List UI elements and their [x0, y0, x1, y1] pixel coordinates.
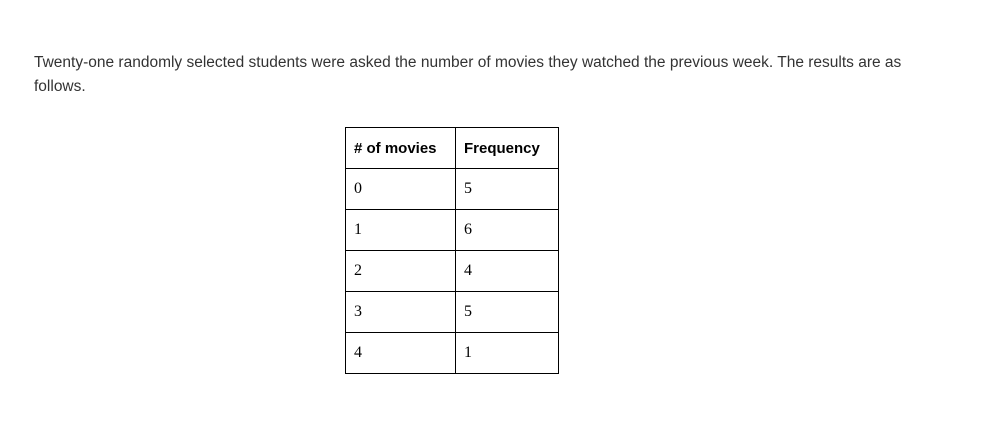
- cell-frequency: 1: [456, 333, 559, 374]
- cell-frequency: 5: [456, 292, 559, 333]
- table-row: [346, 333, 559, 374]
- table-row: [346, 251, 559, 292]
- table-header-row: [346, 128, 559, 169]
- cell-movies: 3: [346, 292, 456, 333]
- table-row: [346, 169, 559, 210]
- header-movies: # of movies: [346, 128, 456, 169]
- cell-movies: 1: [346, 210, 456, 251]
- header-frequency: Frequency: [456, 128, 559, 169]
- intro-paragraph: Twenty-one randomly selected students were asked the number of movies they watched the previous week. The results are as follows.: [34, 54, 902, 95]
- cell-frequency: 6: [456, 210, 559, 251]
- cell-frequency: 4: [456, 251, 559, 292]
- table-row: [346, 210, 559, 251]
- cell-movies: 2: [346, 251, 456, 292]
- frequency-table: [345, 127, 559, 374]
- cell-movies: 0: [346, 169, 456, 210]
- cell-frequency: 5: [456, 169, 559, 210]
- table-row: [346, 292, 559, 333]
- cell-movies: 4: [346, 333, 456, 374]
